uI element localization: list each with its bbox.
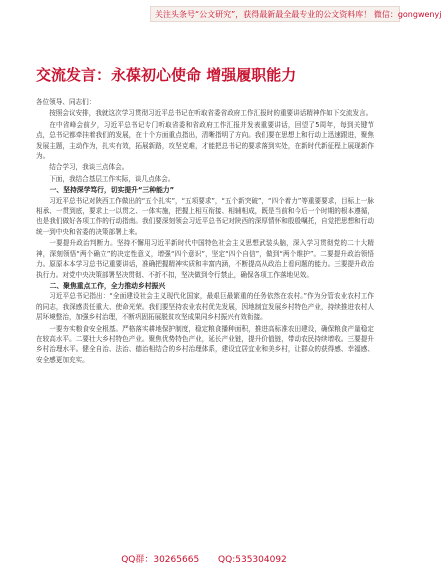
article-body [36, 97, 374, 547]
body-paragraph: 习近平总书记对陕西工作做出的“五个扎实”，“五项要求”，“五个新突破”，“四个着力”等重要要求，目标上一脉相承、一贯到底，要求上一以贯之、一体实施，把握上相互衔接、相辅相成，既是当前和今后一个时期的根本遵循，也是我们做好各项工作的行动指南。我们要深刻领会习近平总书记对陕西的深厚情怀和殷殷嘱托，自觉把思想和行动统一到中央和省委的决策部署上来。 [36, 196, 374, 236]
page-title: 交流发言：永葆初心使命 增强履职能力 [36, 66, 297, 84]
body-paragraph: 下面，我结合基层工作实际，谈几点体会。 [49, 174, 175, 183]
body-paragraph: 按照会议安排，我就这次学习贯彻习近平总书记在听取省委省政府工作汇报时的重要讲话精神作如下交流发言。 [49, 109, 373, 118]
body-paragraph: 结合学习，我谈三点体会。 [49, 163, 129, 172]
section-heading: 一、坚持深学笃行，切实提升“三种能力” [49, 186, 175, 195]
qq-text: QQ:535304092 [218, 555, 287, 565]
qq-group-text: QQ群：30265665 [121, 555, 200, 565]
body-paragraph: 在中省峰会前夕，习近平总书记专门听取省委和省政府工作汇报并发表重要讲话，回望了5周年，每到关键节点，总书记都牵挂着我们的发展，在十个方面重点指出，清晰指明了方向。我们要在思想上和行动上迅速跟进，聚焦发展主题，主动作为，扎实有效，拓展新路，攻坚克难，才能把总书记的要求落到实处，在新时代新征程上展现新作为。 [36, 120, 374, 161]
section-heading: 二、聚焦重点工作，全力推动乡村振兴 [49, 281, 166, 290]
promo-banner [150, 6, 441, 22]
body-paragraph: 习近平总书记指出：“全面建设社会主义现代化国家，最艰巨最繁重的任务依然在农村。”作为分管农业农村工作的同志，我深感责任重大、使命光荣。我们要坚持农业农村优先发展，因地制宜发展乡村特色产业，持续推进农村人居环境整治，加强乡村治理，不断巩固拓展脱贫攻坚成果同乡村振兴有效衔接。 [36, 292, 374, 322]
body-paragraph: 一要夯实粮食安全根基。严格落实耕地保护制度，稳定粮食播种面积，推进高标准农田建设，确保粮食产量稳定在较高水平。二要壮大乡村特色产业。聚焦优势特色产业，延长产业链，提升价值链，带动农民持续增收。三要提升乡村治理水平。健全自治、法治、德治相结合的乡村治理体系，建设宜居宜业和美乡村，让群众的获得感、幸福感、安全感更加充实。 [36, 324, 374, 364]
salutation: 各位领导、同志们： [36, 98, 96, 106]
body-paragraph: 一要提升政治判断力。坚持不懈用习近平新时代中国特色社会主义思想武装头脑，深入学习贯彻党的二十大精神，深刻领悟“两个确立”的决定性意义，增强“四个意识”，坚定“四个自信”，做到“两个维护”。二要提升政治领悟力。原原本本学习总书记重要讲话，准确把握精神实质和丰富内涵，不断提高从政治上看问题的能力。三要提升政治执行力。对党中央决策部署坚决贯彻、不折不扣，坚决做到令行禁止，确保各项工作落地见效。 [36, 239, 374, 279]
contact-footer [0, 552, 408, 568]
promo-banner-text: 关注头条号“公文研究”，获得最新最全最专业的公文资料库！ 微信：gongwenyj [155, 10, 441, 19]
